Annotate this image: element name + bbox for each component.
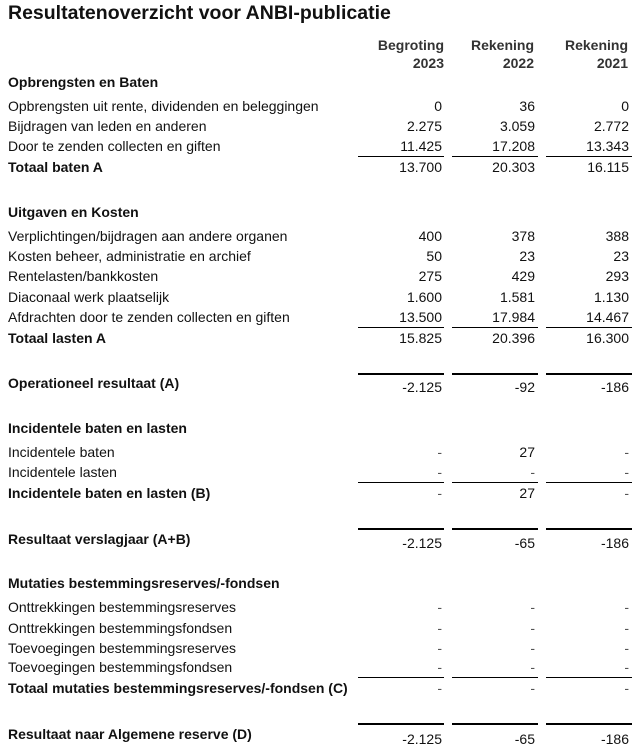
row-label: Toevoegingen bestemmingsfondsen [8, 659, 233, 675]
value-rekening-2021: 16.115 [587, 159, 629, 175]
value-rekening-2021: 0 [621, 98, 629, 114]
row-label: Resultaat verslagjaar (A+B) [8, 531, 191, 547]
value-rekening-2022: 20.396 [492, 330, 535, 346]
table-row [0, 96, 638, 116]
value-begroting-2023: - [437, 659, 442, 675]
value-rekening-2021: 16.300 [586, 330, 629, 346]
value-rekening-2021: - [624, 485, 629, 501]
value-begroting-2023: 50 [426, 248, 442, 264]
value-begroting-2023: 15.825 [399, 330, 442, 346]
value-rekening-2021: 388 [605, 228, 629, 244]
result-row-algemene-reserve [0, 724, 638, 747]
table-row [0, 638, 638, 658]
section-heading-label: Uitgaven en Kosten [8, 204, 139, 220]
row-label: Kosten beheer, administratie en archief [8, 248, 251, 264]
section-heading-label: Incidentele baten en lasten [8, 420, 187, 436]
table-row [0, 657, 638, 677]
value-rekening-2022: 429 [511, 268, 535, 284]
row-label: Afdrachten door te zenden collecten en giften [8, 309, 290, 325]
value-rekening-2022: 378 [511, 228, 535, 244]
result-row-verslagjaar [0, 529, 638, 549]
row-label: Opbrengsten uit rente, dividenden en beleggingen [8, 98, 319, 114]
column-header-line2: 2021 [596, 55, 628, 71]
column-header-line2: 2023 [412, 55, 444, 71]
row-label: Incidentele baten [8, 444, 115, 460]
result-row-operationeel [0, 373, 638, 393]
row-label: Diaconaal werk plaatselijk [8, 289, 170, 305]
value-begroting-2023: 275 [418, 268, 442, 284]
value-rekening-2022: - [530, 620, 535, 636]
value-begroting-2023: - [437, 444, 442, 460]
value-begroting-2023: 1.600 [406, 289, 442, 305]
row-label: Toevoegingen bestemmingsreserves [8, 640, 237, 656]
value-begroting-2023: - [437, 599, 442, 615]
table-row [0, 287, 638, 307]
value-rekening-2021: - [624, 640, 629, 656]
page-title: Resultatenoverzicht voor ANBI-publicatie [8, 2, 391, 24]
row-label: Onttrekkingen bestemmingsreserves [8, 599, 236, 615]
row-label: Onttrekkingen bestemmingsfondsen [8, 620, 233, 636]
value-begroting-2023: 13.500 [399, 309, 442, 325]
table-row [0, 618, 638, 638]
total-row [0, 157, 638, 177]
section-heading-mutaties [0, 573, 638, 593]
value-rekening-2021: 13.343 [586, 138, 629, 154]
value-rekening-2021: 2.772 [593, 118, 629, 134]
table-row [0, 597, 638, 617]
table-row [0, 442, 638, 462]
value-rekening-2021: - [624, 680, 629, 696]
column-header-line1: Rekening [564, 37, 628, 53]
value-rekening-2022: 27 [519, 485, 535, 501]
value-rekening-2022: - [530, 464, 535, 480]
table-row [0, 136, 638, 156]
value-rekening-2022: 17.984 [492, 309, 535, 325]
row-label: Incidentele lasten [8, 464, 117, 480]
value-begroting-2023: - [437, 640, 442, 656]
value-rekening-2021: 1.130 [593, 289, 629, 305]
value-rekening-2022: -65 [514, 731, 535, 747]
table-row [0, 116, 638, 136]
value-begroting-2023: - [437, 464, 442, 480]
value-rekening-2022: 1.581 [499, 289, 535, 305]
value-rekening-2021: - [624, 659, 629, 675]
total-row [0, 328, 638, 348]
row-label: Rentelasten/bankkosten [8, 268, 159, 284]
value-rekening-2022: 17.208 [492, 138, 535, 154]
value-begroting-2023: -2.125 [402, 379, 442, 395]
column-header-line1: Begroting [377, 37, 444, 53]
row-label: Resultaat naar Algemene reserve (D) [8, 726, 252, 742]
value-begroting-2023: -2.125 [402, 535, 442, 551]
section-heading-uitgaven [0, 202, 638, 222]
total-row [0, 678, 638, 698]
value-rekening-2021: - [624, 444, 629, 460]
value-begroting-2023: 400 [418, 228, 442, 244]
column-header-rekening-2021 [508, 36, 628, 72]
total-row [0, 483, 638, 503]
value-rekening-2022: -92 [514, 379, 535, 395]
section-heading-opbrengsten [0, 72, 638, 92]
row-label: Operationeel resultaat (A) [8, 375, 180, 391]
section-heading-label: Opbrengsten en Baten [8, 74, 159, 90]
value-rekening-2021: -186 [600, 535, 629, 551]
value-rekening-2022: 27 [519, 444, 535, 460]
column-header-line2: 2022 [502, 55, 534, 71]
value-rekening-2021: 23 [613, 248, 629, 264]
table-row [0, 226, 638, 246]
value-rekening-2022: -65 [514, 535, 535, 551]
row-label: Incidentele baten en lasten (B) [8, 485, 211, 501]
value-rekening-2022: 3.059 [499, 118, 535, 134]
value-rekening-2021: - [624, 620, 629, 636]
value-rekening-2022: - [530, 640, 535, 656]
row-label: Totaal mutaties bestemmingsreserves/-fondsen (C) [8, 680, 348, 696]
value-begroting-2023: 0 [434, 98, 442, 114]
table-row [0, 462, 638, 482]
value-rekening-2021: -186 [600, 731, 629, 747]
value-begroting-2023: - [437, 620, 442, 636]
row-label: Totaal baten A [8, 159, 103, 175]
value-begroting-2023: 2.275 [406, 118, 442, 134]
row-label: Totaal lasten A [8, 330, 107, 346]
value-begroting-2023: - [437, 485, 442, 501]
value-rekening-2021: -186 [600, 379, 629, 395]
table-row [0, 246, 638, 266]
value-rekening-2022: - [530, 659, 535, 675]
row-label: Bijdragen van leden en anderen [8, 118, 207, 134]
value-rekening-2021: - [624, 599, 629, 615]
value-rekening-2022: 20.303 [492, 159, 535, 175]
section-heading-label: Mutaties bestemmingsreserves/-fondsen [8, 575, 280, 591]
value-rekening-2022: - [530, 680, 535, 696]
value-rekening-2021: 14.467 [586, 309, 629, 325]
value-rekening-2022: 23 [519, 248, 535, 264]
value-begroting-2023: -2.125 [402, 731, 442, 747]
table-row [0, 266, 638, 286]
value-rekening-2022: - [530, 599, 535, 615]
table-row [0, 307, 638, 327]
value-begroting-2023: 13.700 [399, 159, 442, 175]
value-rekening-2021: 293 [605, 268, 629, 284]
column-header-line1: Rekening [470, 37, 534, 53]
value-begroting-2023: 11.425 [400, 138, 442, 154]
row-label: Verplichtingen/bijdragen aan andere organen [8, 228, 288, 244]
value-rekening-2021: - [624, 464, 629, 480]
value-begroting-2023: - [437, 680, 442, 696]
row-label: Door te zenden collecten en giften [8, 138, 221, 154]
value-rekening-2022: 36 [519, 98, 535, 114]
section-heading-incidentele [0, 418, 638, 438]
